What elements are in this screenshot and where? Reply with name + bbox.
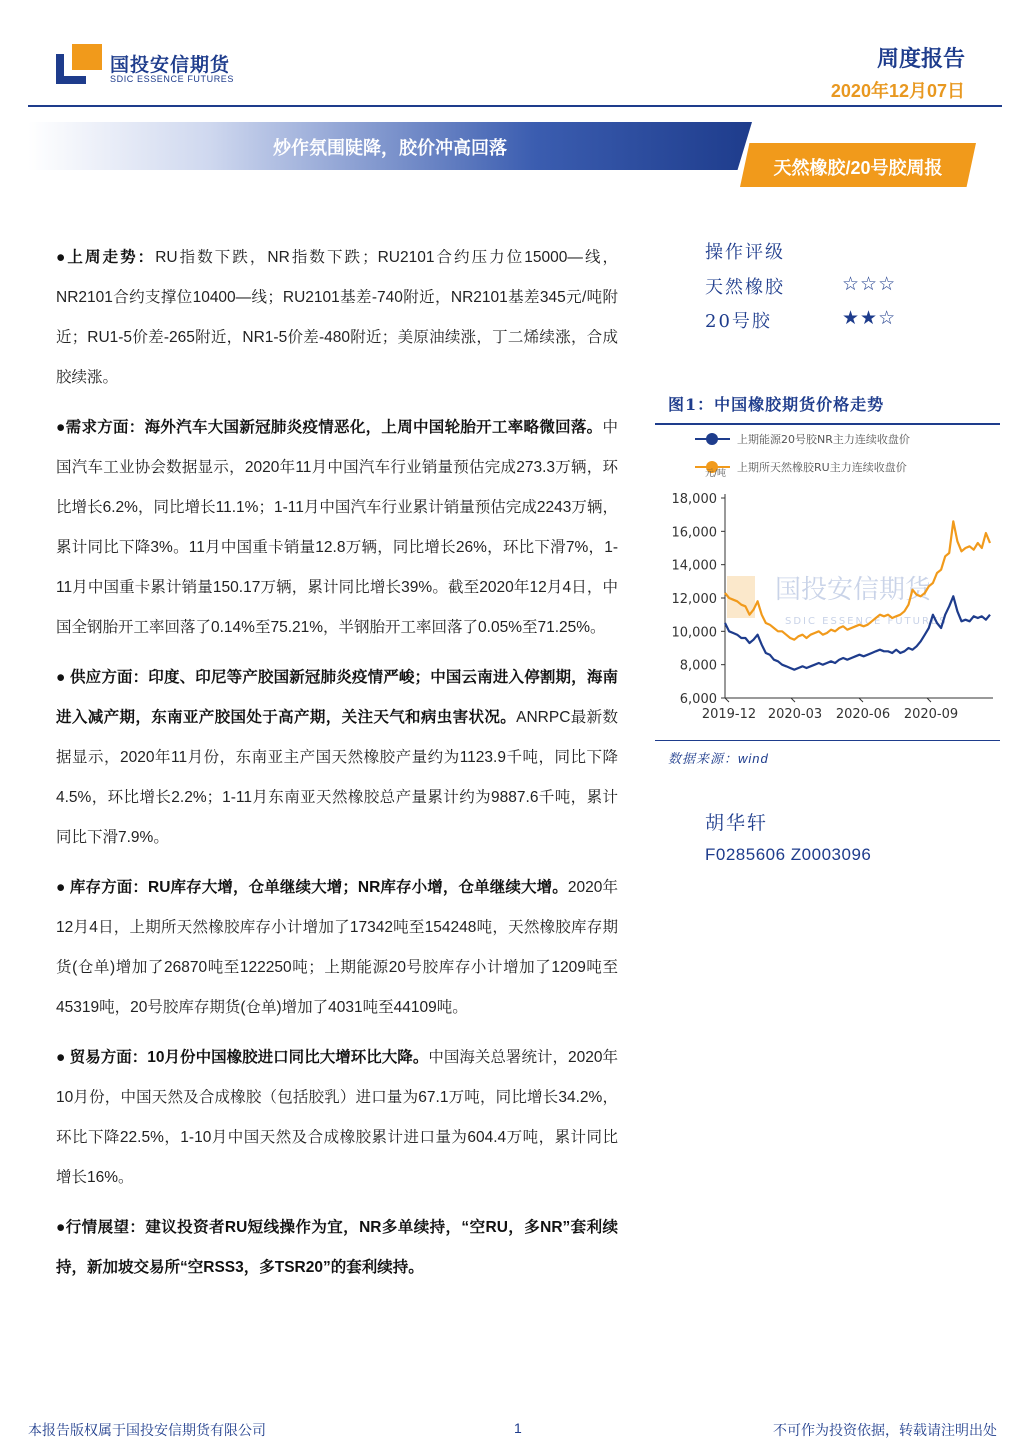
section-heading: ● 贸易方面：10月份中国橡胶进口同比大增环比大降。 <box>56 1049 429 1066</box>
y-tick-label: 16,000 <box>671 525 717 541</box>
chart-watermark-en: SDIC ESSENCE FUTURES <box>785 616 948 627</box>
x-tick <box>725 698 729 702</box>
company-name-cn: 国投安信期货 <box>110 55 231 76</box>
section-heading: ●需求方面：海外汽车大国新冠肺炎疫情恶化，上周中国轮胎开工率略微回落。 <box>56 419 603 436</box>
legend-label-nr: 上期能源20号胶NR主力连续收盘价 <box>737 433 910 446</box>
section-text: 2020年12月4日，上期所天然橡胶库存小计增加了17342吨至154248吨，天然橡胶库存期货(仓单)增加了26870吨至122250吨；上期能源20号胶库存小计增加了1209吨至45319吨，20号胶库存期货(仓单)增加了4031吨至44109吨。 <box>56 879 618 1016</box>
report-title: 炒作氛围陡降，胶价冲高回落 <box>273 138 507 158</box>
report-date: 2020年12月07日 <box>830 81 965 101</box>
footer-disclaimer: 不可作为投资依据，转载请注明出处 <box>773 1422 997 1438</box>
section-heading: ● 供应方面：印度、印尼等产胶国新冠肺炎疫情严峻；中国云南进入停割期，海南进入减产期，东南亚产胶国处于高产期，关注天气和病虫害状况。 <box>56 669 618 726</box>
section-demand <box>56 408 618 648</box>
rating-stars-nr20: ★★☆ <box>842 308 897 329</box>
y-tick-label: 6,000 <box>679 692 717 707</box>
x-tick-label: 2019-12 <box>701 707 757 722</box>
analyst-license: F0285606 Z0003096 <box>705 845 872 864</box>
y-tick-label: 10,000 <box>671 625 717 641</box>
x-tick <box>859 698 863 702</box>
figure-top-rule <box>655 423 1000 425</box>
y-tick-label: 14,000 <box>671 558 717 574</box>
report-type: 周度报告 <box>876 46 965 71</box>
rating-name-natural-rubber: 天然橡胶 <box>705 277 785 298</box>
rating-title: 操作评级 <box>705 242 785 263</box>
section-heading: ●上周走势： <box>56 249 156 266</box>
company-logo-icon <box>56 44 102 84</box>
chart-legend <box>695 432 910 479</box>
x-tick-label: 2020-09 <box>903 707 959 722</box>
x-tick-label: 2020-03 <box>767 707 823 722</box>
figure-title: 图1：中国橡胶期货价格走势 <box>668 395 885 414</box>
y-tick-label: 18,000 <box>671 492 717 507</box>
price-chart <box>655 426 1000 738</box>
series-line-nr <box>725 596 990 669</box>
footer-copyright: 本报告版权属于国投安信期货有限公司 <box>28 1422 266 1438</box>
section-text: 中国海关总署统计，2020年10月份，中国天然及合成橡胶（包括胶乳）进口量为67.1万吨，同比增长34.2%，环比下降22.5%，1-10月中国天然及合成橡胶累计进口量为604.4万吨，累计同比增长16%。 <box>56 1049 618 1186</box>
report-body <box>56 238 618 1298</box>
x-tick <box>791 698 795 702</box>
report-tag-label: 天然橡胶/20号胶周报 <box>773 158 943 178</box>
chart-watermark-cn: 国投安信期货 <box>775 575 932 605</box>
header-divider <box>28 105 1002 107</box>
section-weekly-trend <box>56 238 618 398</box>
company-name-en: SDIC ESSENCE FUTURES <box>110 74 235 84</box>
section-inventory <box>56 868 618 1028</box>
section-outlook <box>56 1208 618 1288</box>
section-heading: ● 库存方面：RU库存大增，仓单继续大增；NR库存小增，仓单继续大增。 <box>56 879 568 896</box>
section-trade <box>56 1038 618 1198</box>
section-supply <box>56 658 618 858</box>
y-axis-unit: 元/吨 <box>705 469 727 479</box>
y-tick-label: 8,000 <box>679 658 717 674</box>
section-text: RU指数下跌，NR指数下跌；RU2101合约压力位15000—线，NR2101合约支撑位10400—线；RU2101基差-740附近，NR2101基差345元/吨附近；RU1-5价差-265附近，NR1-5价差-480附近；美原油续涨，丁二烯续涨，合成胶续涨。 <box>56 249 618 386</box>
section-text: 中国汽车工业协会数据显示，2020年11月中国汽车行业销量预估完成273.3万辆，环比增长6.2%，同比增长11.1%；1-11月中国汽车行业累计销量预估完成2243万辆，累计同比下降3%。11月中国重卡销量12.8万辆，同比增长26%，环比下滑7%，1-11月中国重卡累计销量150.17万辆，累计同比增长39%。截至2020年12月4日，中国全钢胎开工率回落了0.14%至75.21%，半钢胎开工率回落了0.05%至71.25%。 <box>56 419 618 636</box>
chart-axes <box>672 492 994 722</box>
figure-bottom-rule <box>655 740 1000 741</box>
rating-name-nr20: 20号胶 <box>705 311 772 332</box>
footer-page-number: 1 <box>514 1420 522 1436</box>
analyst-name: 胡华轩 <box>705 812 769 834</box>
legend-marker-nr <box>706 433 718 445</box>
rating-stars-natural-rubber: ☆☆☆ <box>842 274 897 295</box>
legend-label-ru: 上期所天然橡胶RU主力连续收盘价 <box>737 461 907 474</box>
section-heading: ●行情展望：建议投资者RU短线操作为宜，NR多单续持，“空RU，多NR”套利续持，新加坡交易所“空RSS3，多TSR20”的套利续持。 <box>56 1219 618 1276</box>
figure-source: 数据来源：wind <box>668 751 769 766</box>
y-tick-label: 12,000 <box>671 592 717 607</box>
x-tick-label: 2020-06 <box>835 707 891 722</box>
section-text: ANRPC最新数据显示，2020年11月份，东南亚主产国天然橡胶产量约为1123.9千吨，同比下降4.5%，环比增长2.2%；1-11月东南亚天然橡胶总产量累计约为9887.6千吨，累计同比下滑7.9%。 <box>56 709 618 846</box>
x-tick <box>927 698 931 702</box>
